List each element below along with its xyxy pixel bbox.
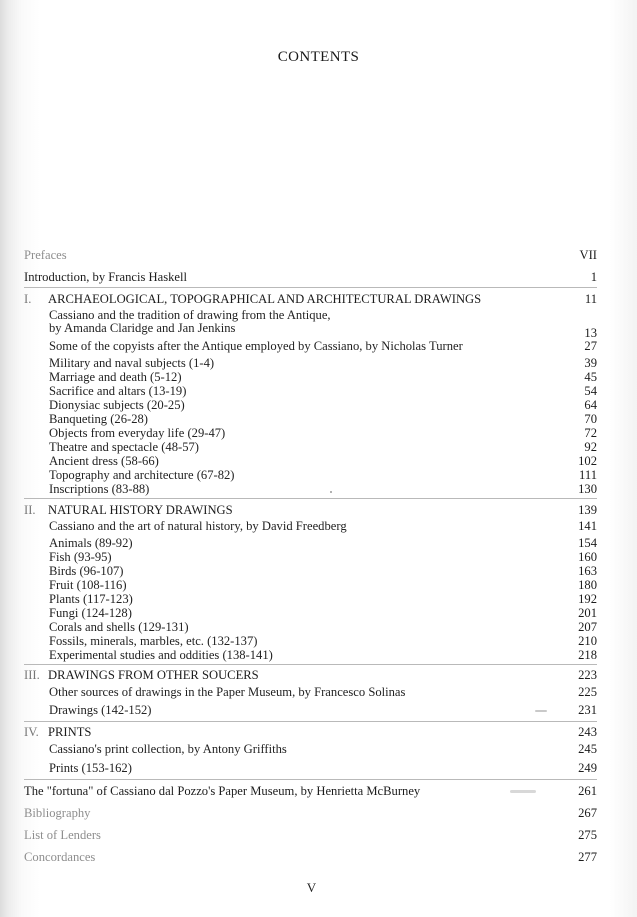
toc-title: NATURAL HISTORY DRAWINGS [48, 503, 233, 517]
toc-page: 249 [578, 761, 597, 775]
toc-row [24, 620, 597, 634]
toc-row [24, 426, 597, 440]
toc-page: 11 [584, 292, 597, 306]
toc-title: Bibliography [24, 806, 91, 820]
toc-title: by Amanda Claridge and Jan Jenkins [49, 321, 236, 335]
toc-title: Birds (96-107) [49, 564, 124, 578]
toc-title: Ancient dress (58-66) [49, 454, 159, 468]
toc-title: Cassiano and the tradition of drawing from the Antique, [49, 308, 331, 322]
toc-title: Experimental studies and oddities (138-141) [49, 648, 273, 662]
section-divider [24, 721, 597, 722]
toc-title: Drawings (142-152) [49, 703, 152, 717]
toc-page: 218 [578, 648, 597, 662]
toc-row [24, 742, 597, 756]
toc-row [24, 356, 597, 370]
toc-row [24, 685, 597, 699]
toc-title: Dionysiac subjects (20-25) [49, 398, 185, 412]
toc-page: 210 [578, 634, 597, 648]
toc-page: 245 [578, 742, 597, 756]
page-number: V [306, 880, 317, 895]
toc-page: 243 [578, 725, 597, 739]
toc-page: 261 [578, 784, 597, 798]
toc-title: List of Lenders [24, 828, 101, 842]
toc-row [24, 519, 597, 533]
toc-page: 160 [578, 550, 597, 564]
section-divider [24, 779, 597, 780]
toc-page: 277 [578, 850, 597, 864]
toc-title: Theatre and spectacle (48-57) [49, 440, 199, 454]
toc-title: Fossils, minerals, marbles, etc. (132-137) [49, 634, 258, 648]
toc-title: Military and naval subjects (1-4) [49, 356, 215, 370]
toc-page: 275 [578, 828, 597, 842]
toc-row [24, 321, 597, 340]
toc-title: Prints (153-162) [49, 761, 132, 775]
toc-page: 201 [578, 606, 597, 620]
toc-row [24, 564, 597, 578]
toc-title: Topography and architecture (67-82) [49, 468, 235, 482]
toc-page: 267 [578, 806, 597, 820]
toc-page: 70 [584, 412, 597, 426]
section-number: II. [24, 503, 36, 517]
toc-row-introduction [24, 270, 597, 284]
toc-row [24, 412, 597, 426]
toc-page: 111 [579, 468, 597, 482]
toc-title: Objects from everyday life (29-47) [49, 426, 226, 440]
toc-row-bibliography [24, 806, 597, 820]
toc-title: Inscriptions (83-88) [49, 482, 150, 496]
section-number: IV. [24, 725, 39, 739]
section-number: I. [24, 292, 32, 306]
toc-title: Corals and shells (129-131) [49, 620, 189, 634]
toc-row [24, 398, 597, 412]
toc-page: 54 [584, 384, 597, 398]
toc-page: 154 [578, 536, 597, 550]
toc-row [24, 536, 597, 550]
toc-title: Other sources of drawings in the Paper Museum, by Francesco Solinas [49, 685, 406, 699]
toc-page: 13 [584, 326, 597, 340]
toc-page: 72 [584, 426, 597, 440]
toc-row [24, 634, 597, 648]
toc-section-heading [24, 292, 597, 306]
toc-title: ARCHAEOLOGICAL, TOPOGRAPHICAL AND ARCHITECTURAL DRAWINGS [48, 292, 482, 306]
toc-title: Prefaces [24, 248, 67, 262]
toc-title: Animals (89-92) [49, 536, 133, 550]
toc-row [24, 339, 597, 353]
toc-page: 92 [584, 440, 597, 454]
toc-row [24, 761, 597, 775]
toc-title: DRAWINGS FROM OTHER SOUCERS [48, 668, 259, 682]
toc-page: 102 [578, 454, 597, 468]
toc-title: Fruit (108-116) [49, 578, 127, 592]
toc-page: 163 [578, 564, 597, 578]
toc-page: 141 [578, 519, 597, 533]
toc-row [24, 454, 597, 468]
toc-page: 130 [578, 482, 597, 496]
toc-page: 180 [578, 578, 597, 592]
toc-title: Cassiano and the art of natural history, by David Freedberg [49, 519, 347, 533]
toc-row [24, 482, 597, 496]
toc-page: 225 [578, 685, 597, 699]
toc-row [24, 384, 597, 398]
toc-row [24, 308, 597, 322]
toc-row-prefaces [24, 248, 597, 262]
toc-page: 231 [578, 703, 597, 717]
toc-title: PRINTS [48, 725, 92, 739]
toc-title: Plants (117-123) [49, 592, 133, 606]
toc-page: 64 [584, 398, 597, 412]
toc-page: 45 [584, 370, 597, 384]
toc-title: Fish (93-95) [49, 550, 112, 564]
page-title: CONTENTS [277, 49, 360, 65]
print-speck [535, 710, 547, 712]
toc-section-heading [24, 668, 597, 682]
toc-row [24, 606, 597, 620]
section-number: III. [24, 668, 40, 682]
toc-title: Banqueting (26-28) [49, 412, 148, 426]
toc-title: Introduction, by Francis Haskell [24, 270, 187, 284]
toc-title: Concordances [24, 850, 96, 864]
toc-row [24, 703, 597, 717]
toc-row [24, 648, 597, 662]
toc-page: 27 [584, 339, 597, 353]
toc-section-heading [24, 725, 597, 739]
toc-title: The "fortuna" of Cassiano dal Pozzo's Paper Museum, by Henrietta McBurney [24, 784, 421, 798]
toc-page: 139 [578, 503, 597, 517]
toc-row [24, 592, 597, 606]
print-smudge [510, 790, 536, 793]
toc-page: 207 [578, 620, 597, 634]
toc-title: Sacrifice and altars (13-19) [49, 384, 187, 398]
section-divider [24, 664, 597, 665]
toc-row [24, 370, 597, 384]
toc-page: 192 [578, 592, 597, 606]
toc-page: VII [579, 248, 597, 262]
section-divider [24, 287, 597, 288]
toc-page: 223 [578, 668, 597, 682]
section-divider [24, 498, 597, 499]
toc-row [24, 440, 597, 454]
toc-row-concordances [24, 850, 597, 864]
toc-page: 1 [590, 270, 597, 284]
toc-row-lenders [24, 828, 597, 842]
print-speck [330, 491, 332, 493]
toc-row [24, 578, 597, 592]
toc-title: Cassiano's print collection, by Antony Griffiths [49, 742, 287, 756]
toc-title: Marriage and death (5-12) [49, 370, 182, 384]
toc-page: 39 [584, 356, 597, 370]
toc-title: Fungi (124-128) [49, 606, 132, 620]
toc-title: Some of the copyists after the Antique employed by Cassiano, by Nicholas Turner [49, 339, 463, 353]
toc-row [24, 468, 597, 482]
toc-section-heading [24, 503, 597, 517]
toc-row [24, 550, 597, 564]
